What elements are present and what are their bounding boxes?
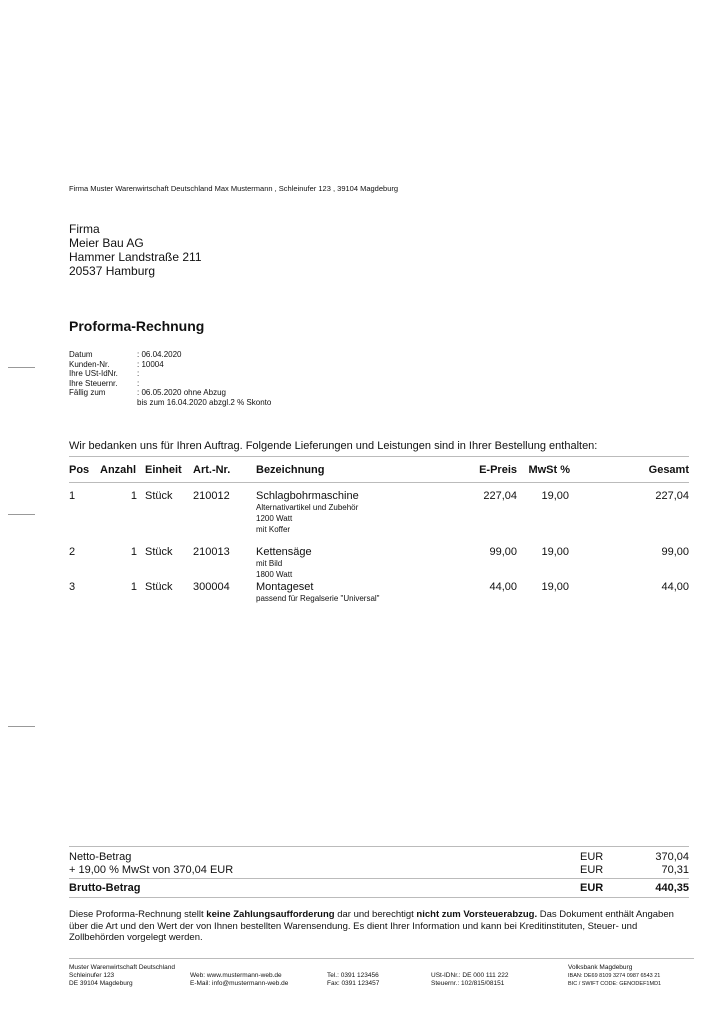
footer-line: Volksbank Magdeburg (568, 964, 633, 971)
totals-top-rule (69, 846, 689, 847)
gross-total-amount: 440,35 (655, 882, 689, 894)
cell-gesamt: 44,00 (661, 581, 689, 593)
footer-line: Web: www.mustermann-web.de (190, 972, 282, 979)
meta-label: Ihre USt-IdNr. (69, 369, 118, 378)
meta-label: Ihre Steuernr. (69, 378, 118, 388)
col-header-pos: Pos (69, 464, 90, 476)
notice-text: dar und berechtigt (334, 909, 417, 920)
sender-line: Firma Muster Warenwirtschaft Deutschland Max Mustermann , Schleinufer 123 , 39104 Magdeburg (69, 184, 399, 193)
col-header-epreis: E-Preis (479, 464, 517, 476)
cell-epreis: 44,00 (489, 581, 517, 593)
footer-tax (431, 972, 508, 988)
cell-anzahl: 1 (130, 581, 137, 593)
recipient-line: Firma (69, 222, 100, 236)
invoice-meta (69, 350, 271, 407)
cell-einheit: Stück (145, 581, 173, 593)
cell-pos: 2 (69, 546, 76, 558)
meta-value: : 06.05.2020 ohne Abzug (137, 388, 226, 397)
fold-mark-middle (8, 514, 35, 515)
meta-value: bis zum 16.04.2020 abzgl.2 % Skonto (137, 397, 272, 407)
footer-rule (69, 958, 694, 959)
meta-row (69, 388, 271, 398)
footer-line: DE 39104 Magdeburg (69, 980, 133, 987)
footer-line: BIC / SWIFT CODE: GENODEF1MD1 (568, 981, 662, 987)
cell-detail: Alternativartikel und Zubehör (256, 503, 359, 512)
cell-detail: mit Koffer (256, 525, 291, 534)
gross-total-label: Brutto-Betrag (69, 882, 141, 894)
footer-line: Schleinufer 123 (69, 972, 115, 979)
notice-emphasis: nicht zum Vorsteuerabzug. (416, 909, 538, 920)
table-header-rule (69, 482, 689, 483)
recipient-address (69, 222, 202, 278)
col-header-gesamt: Gesamt (648, 464, 689, 476)
notice-text: Diese Proforma-Rechnung stellt (69, 909, 207, 920)
total-currency: EUR (580, 851, 604, 863)
meta-label (69, 398, 137, 408)
total-amount: 70,31 (661, 864, 689, 876)
cell-artnr: 210012 (193, 490, 230, 502)
col-header-einheit: Einheit (145, 464, 182, 476)
total-label: + 19,00 % MwSt von 370,04 EUR (69, 864, 234, 876)
col-header-anzahl: Anzahl (100, 464, 137, 476)
col-header-artnr: Art.-Nr. (193, 464, 231, 476)
footer-line: Tel.: 0391 123456 (327, 972, 379, 979)
cell-detail: mit Bild (256, 559, 283, 568)
meta-value: : 10004 (137, 359, 164, 369)
meta-label: Kunden-Nr. (69, 359, 110, 369)
footer-line: USt-IDNr.: DE 000 111 222 (431, 972, 509, 979)
meta-value: : (137, 369, 140, 378)
cell-detail: passend für Regalserie "Universal" (256, 594, 380, 603)
footer-line: E-Mail: info@mustermann-web.de (190, 980, 289, 987)
cell-pos: 3 (69, 581, 76, 593)
footer-web (190, 972, 288, 988)
meta-row (69, 398, 271, 408)
cell-gesamt: 99,00 (661, 546, 689, 558)
footer-phone (327, 972, 379, 988)
cell-einheit: Stück (145, 490, 173, 502)
cell-anzahl: 1 (130, 546, 137, 558)
cell-mwst: 19,00 (541, 490, 569, 502)
footer-line: Steuernr.: 102/815/08151 (431, 980, 505, 987)
meta-label: Fällig zum (69, 388, 106, 397)
col-header-bezeichnung: Bezeichnung (256, 464, 325, 476)
intro-text: Wir bedanken uns für Ihren Auftrag. Folgende Lieferungen und Leistungen sind in Ihrer Bestellung enthalten: (69, 440, 598, 452)
notice-text: Das Dokument enthält Angaben über die Art und den Wert der von Ihnen bestellten Warensendung. Es dient Ihrer Information und kann bei Kreditinstituten, Steuer- und Zollbehörden vorgelegt werden. (69, 909, 674, 943)
cell-detail: 1200 Watt (256, 514, 293, 523)
meta-value: : (137, 378, 140, 388)
meta-row (69, 379, 271, 389)
cell-bezeichnung: Schlagbohrmaschine (256, 490, 359, 502)
table-top-rule (69, 456, 689, 457)
cell-detail: 1800 Watt (256, 570, 293, 579)
footer-company (69, 964, 175, 988)
cell-artnr: 210013 (193, 546, 230, 558)
footer-line: Muster Warenwirtschaft Deutschland (69, 964, 175, 971)
meta-row (69, 350, 271, 360)
cell-gesamt: 227,04 (655, 490, 689, 502)
cell-einheit: Stück (145, 546, 173, 558)
proforma-notice (69, 909, 694, 944)
footer-bank (568, 964, 661, 988)
meta-value: : 06.04.2020 (137, 350, 182, 359)
fold-mark-bottom (8, 726, 35, 727)
meta-row (69, 360, 271, 370)
total-currency: EUR (580, 864, 604, 876)
meta-label: Datum (69, 350, 93, 359)
footer-line: Fax: 0391 123457 (327, 980, 380, 987)
total-label: Netto-Betrag (69, 851, 132, 863)
footer-line: IBAN: DE69 8109 3274 0987 6543 21 (568, 973, 661, 979)
cell-mwst: 19,00 (541, 546, 569, 558)
cell-bezeichnung: Montageset (256, 581, 314, 593)
col-header-mwst: MwSt % (528, 464, 570, 476)
gross-total-currency: EUR (580, 882, 604, 894)
cell-bezeichnung: Kettensäge (256, 546, 312, 558)
total-amount: 370,04 (655, 851, 689, 863)
cell-epreis: 99,00 (489, 546, 517, 558)
document-title: Proforma-Rechnung (69, 318, 205, 334)
fold-mark-top (8, 367, 35, 368)
cell-anzahl: 1 (130, 490, 137, 502)
notice-emphasis: keine Zahlungsaufforderung (206, 909, 335, 920)
cell-mwst: 19,00 (541, 581, 569, 593)
meta-row (69, 369, 271, 379)
recipient-line: Meier Bau AG (69, 236, 144, 250)
cell-epreis: 227,04 (483, 490, 517, 502)
cell-pos: 1 (69, 490, 76, 502)
totals-middle-rule (69, 878, 689, 879)
cell-artnr: 300004 (193, 581, 230, 593)
recipient-line: 20537 Hamburg (69, 264, 156, 278)
totals-bottom-rule (69, 897, 689, 898)
recipient-line: Hammer Landstraße 211 (69, 250, 202, 264)
